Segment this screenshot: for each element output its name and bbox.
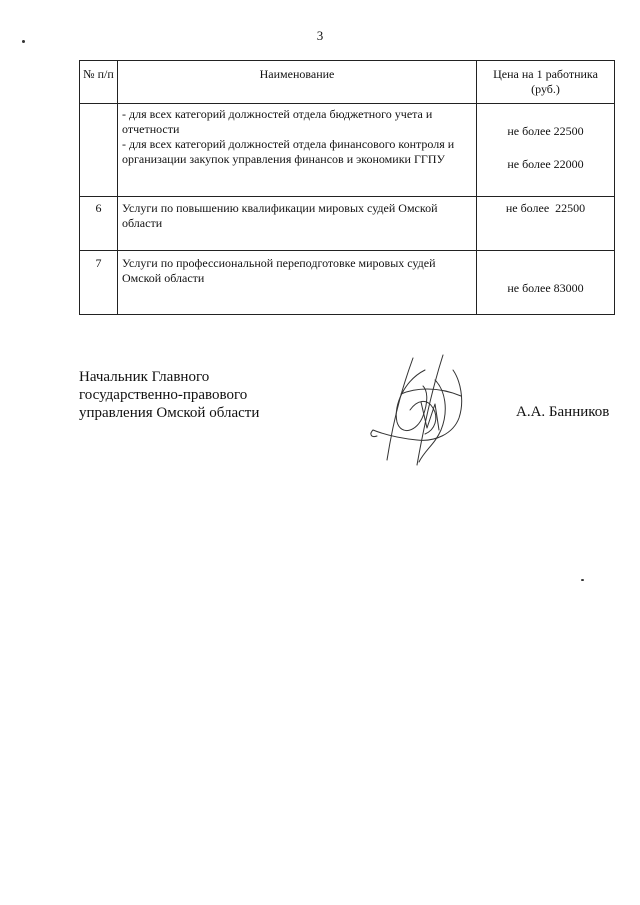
row-price <box>477 104 615 197</box>
position-line: Начальник Главного <box>79 369 210 385</box>
header-name: Наименование <box>118 61 477 104</box>
row-number <box>80 104 118 197</box>
row-name: Услуги по профессиональной переподготовке мировых судей Омской области <box>118 251 477 315</box>
row-price: не более 22500 <box>477 197 615 251</box>
handwritten-signature <box>365 350 495 470</box>
row-price-value: не более 22500 <box>507 124 584 138</box>
scan-speck <box>22 40 25 43</box>
row-item: - для всех категорий должностей отдела бюджетного учета и отчетности <box>122 107 433 136</box>
table-row <box>80 197 615 251</box>
row-price: не более 83000 <box>477 251 615 315</box>
table-header-row <box>80 61 615 104</box>
row-price-value: не более 22000 <box>507 157 584 171</box>
signatory-name: А.А. Банников <box>516 404 610 420</box>
page-number: 3 <box>316 28 324 43</box>
row-number: 6 <box>80 197 118 251</box>
position-line: управления Омской области <box>79 405 260 421</box>
row-name: Услуги по повышению квалификации мировых судей Омской области <box>118 197 477 251</box>
scan-speck <box>581 579 584 581</box>
signatory-position <box>79 368 259 422</box>
table-row <box>80 104 615 197</box>
row-item: - для всех категорий должностей отдела финансового контроля и организации закупок управления финансов и экономики ГГПУ <box>122 137 455 166</box>
table-row <box>80 251 615 315</box>
header-price: Цена на 1 работника (руб.) <box>477 61 615 104</box>
position-line: государственно-правового <box>79 387 248 403</box>
price-table <box>79 60 615 315</box>
row-number: 7 <box>80 251 118 315</box>
header-number: № п/п <box>80 61 118 104</box>
row-name <box>118 104 477 197</box>
